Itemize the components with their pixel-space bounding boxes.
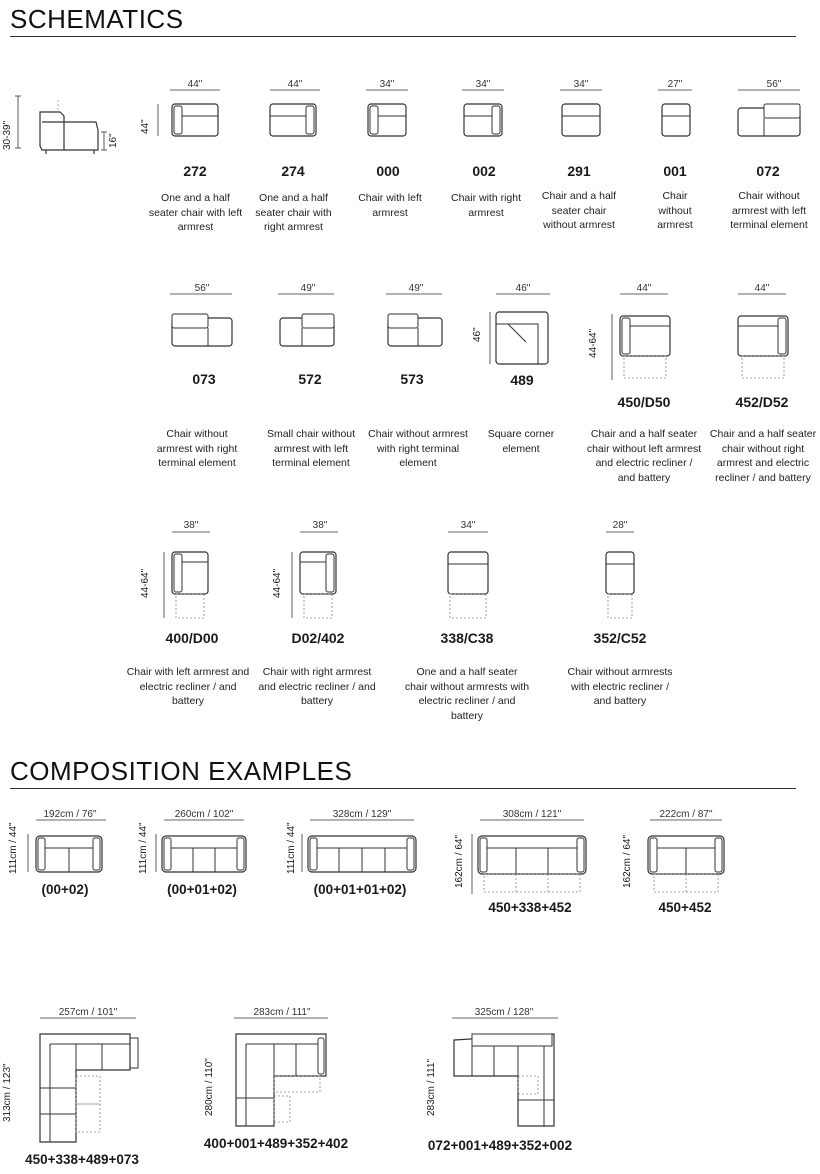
module-573-width: 49" — [408, 283, 424, 294]
schematics-title: SCHEMATICS — [10, 4, 184, 34]
module-573-code: 573 — [400, 371, 424, 387]
module-000-code: 000 — [376, 163, 400, 179]
module-572-drawing — [272, 284, 352, 364]
module-572-width: 49" — [300, 283, 316, 294]
comp-2-width: 260cm / 102" — [174, 809, 234, 820]
module-452-drawing — [728, 284, 808, 384]
comp-1-width: 192cm / 76" — [43, 809, 97, 820]
module-489-depth: 46" — [472, 327, 483, 342]
module-D02-desc: Chair with right armrest and electric recliner / and battery — [258, 666, 376, 707]
module-000-width: 34" — [379, 79, 395, 90]
comp-4-width: 308cm / 121" — [502, 809, 562, 820]
module-072-desc: Chair without armrest with left terminal element — [730, 190, 808, 231]
module-573-desc: Chair without armrest with right terminal element — [368, 428, 468, 469]
module-073-width: 56" — [194, 283, 210, 294]
composition-title: COMPOSITION EXAMPLES — [10, 756, 353, 786]
module-000-drawing — [360, 80, 420, 140]
module-400-depth: 44-64" — [140, 568, 151, 598]
module-002-drawing — [456, 80, 516, 140]
comp-7-code: 400+001+489+352+402 — [203, 1136, 349, 1151]
module-002-width: 34" — [475, 79, 491, 90]
module-450-code: 450/D50 — [617, 394, 671, 410]
comp-8-width: 325cm / 128" — [474, 1007, 534, 1018]
module-338-width: 34" — [460, 520, 476, 531]
module-272-drawing — [160, 80, 230, 140]
comp-6-width: 257cm / 101" — [58, 1007, 118, 1018]
comp-2-depth: 111cm / 44" — [138, 822, 149, 874]
module-489-desc: Square corner element — [487, 428, 555, 455]
comp-1-code: (00+02) — [41, 882, 89, 897]
module-072-width: 56" — [766, 79, 782, 90]
comp-7-width: 283cm / 111" — [253, 1007, 311, 1018]
module-272-width: 44" — [187, 79, 203, 90]
comp-8-code: 072+001+489+352+002 — [427, 1138, 573, 1153]
module-274-code: 274 — [281, 163, 305, 179]
module-272-desc: One and a half seater chair with left armrest — [148, 192, 243, 233]
module-274-width: 44" — [287, 79, 303, 90]
comp-7-drawing — [222, 1004, 352, 1134]
comp-6-code: 450+338+489+073 — [25, 1152, 139, 1167]
module-000-desc: Chair with left armrest — [358, 192, 422, 219]
module-274-drawing — [260, 80, 330, 140]
module-489-width: 46" — [515, 283, 531, 294]
comp-5-depth: 162cm / 64" — [622, 834, 633, 888]
module-D02-width: 38" — [312, 520, 328, 531]
module-001-desc: Chair without armrest — [657, 190, 693, 231]
module-001-drawing — [652, 80, 702, 140]
module-400-drawing — [160, 518, 240, 628]
comp-3-code: (00+01+01+02) — [313, 882, 407, 897]
comp-3-depth: 111cm / 44" — [286, 822, 297, 874]
comp-4-code: 450+338+452 — [488, 900, 572, 915]
side-seat-label: 16" — [108, 133, 119, 148]
module-D02-drawing — [290, 518, 370, 628]
comp-2-code: (00+01+02) — [167, 882, 237, 897]
module-272-depth: 44" — [140, 119, 151, 134]
module-D02-depth: 44-64" — [272, 568, 283, 598]
module-450-drawing — [610, 284, 690, 384]
module-573-drawing — [380, 284, 460, 364]
module-400-code: 400/D00 — [165, 630, 219, 646]
module-338-desc: One and a half seater chair without armrests with electric recliner / and battery — [404, 666, 530, 722]
module-489-code: 489 — [510, 372, 534, 388]
module-352-code: 352/C52 — [593, 630, 647, 646]
comp-4-depth: 162cm / 64" — [454, 834, 465, 888]
module-452-code: 452/D52 — [735, 394, 789, 410]
comp-3-width: 328cm / 129" — [332, 809, 392, 820]
module-291-drawing — [554, 80, 614, 140]
composition-rule — [10, 788, 796, 789]
module-001-code: 001 — [663, 163, 687, 179]
module-274-desc: One and a half seater chair with right armrest — [255, 192, 332, 233]
module-572-desc: Small chair without armrest with left terminal element — [266, 428, 356, 469]
module-452-width: 44" — [754, 283, 770, 294]
module-291-width: 34" — [573, 79, 589, 90]
comp-2-drawing — [148, 806, 268, 886]
comp-8-depth: 283cm / 111" — [426, 1058, 437, 1116]
module-272-code: 272 — [183, 163, 207, 179]
module-452-desc: Chair and a half seater chair without right armrest and electric recliner / and battery — [709, 428, 817, 484]
module-072-code: 072 — [756, 163, 780, 179]
side-view-drawing — [8, 92, 128, 172]
comp-1-drawing — [10, 806, 120, 886]
comp-1-depth: 111cm / 44" — [8, 822, 19, 874]
module-400-desc: Chair with left armrest and electric recliner / and battery — [126, 666, 250, 707]
module-072-drawing — [734, 80, 814, 140]
comp-5-drawing — [640, 806, 750, 906]
comp-6-depth: 313cm / 123" — [2, 1063, 13, 1122]
module-352-width: 28" — [612, 520, 628, 531]
module-291-code: 291 — [567, 163, 591, 179]
module-400-width: 38" — [183, 520, 199, 531]
module-338-code: 338/C38 — [440, 630, 494, 646]
comp-5-code: 450+452 — [658, 900, 712, 915]
module-338-drawing — [440, 518, 520, 628]
module-352-desc: Chair without armrests with electric recliner / and battery — [567, 666, 673, 707]
module-073-code: 073 — [192, 371, 216, 387]
module-001-width: 27" — [667, 79, 683, 90]
comp-6-drawing — [26, 1004, 176, 1154]
module-352-drawing — [600, 518, 660, 628]
comp-7-depth: 280cm / 110" — [204, 1058, 215, 1116]
comp-3-drawing — [296, 806, 436, 886]
module-D02-code: D02/402 — [291, 630, 345, 646]
comp-5-width: 222cm / 87" — [659, 809, 713, 820]
module-450-depth: 44-64" — [588, 328, 599, 358]
module-073-drawing — [164, 284, 244, 364]
module-489-drawing — [486, 284, 566, 364]
module-291-desc: Chair and a half seater chair without armrest — [541, 190, 617, 231]
module-572-code: 572 — [298, 371, 322, 387]
schematics-rule — [10, 36, 796, 37]
comp-4-drawing — [470, 806, 620, 906]
module-073-desc: Chair without armrest with right terminal element — [156, 428, 238, 469]
module-002-desc: Chair with right armrest — [450, 192, 522, 219]
module-450-width: 44" — [636, 283, 652, 294]
side-height-label: 30-39" — [2, 120, 13, 150]
module-002-code: 002 — [472, 163, 496, 179]
module-450-desc: Chair and a half seater chair without left armrest and electric recliner / and battery — [586, 428, 702, 484]
comp-8-drawing — [436, 1004, 586, 1134]
